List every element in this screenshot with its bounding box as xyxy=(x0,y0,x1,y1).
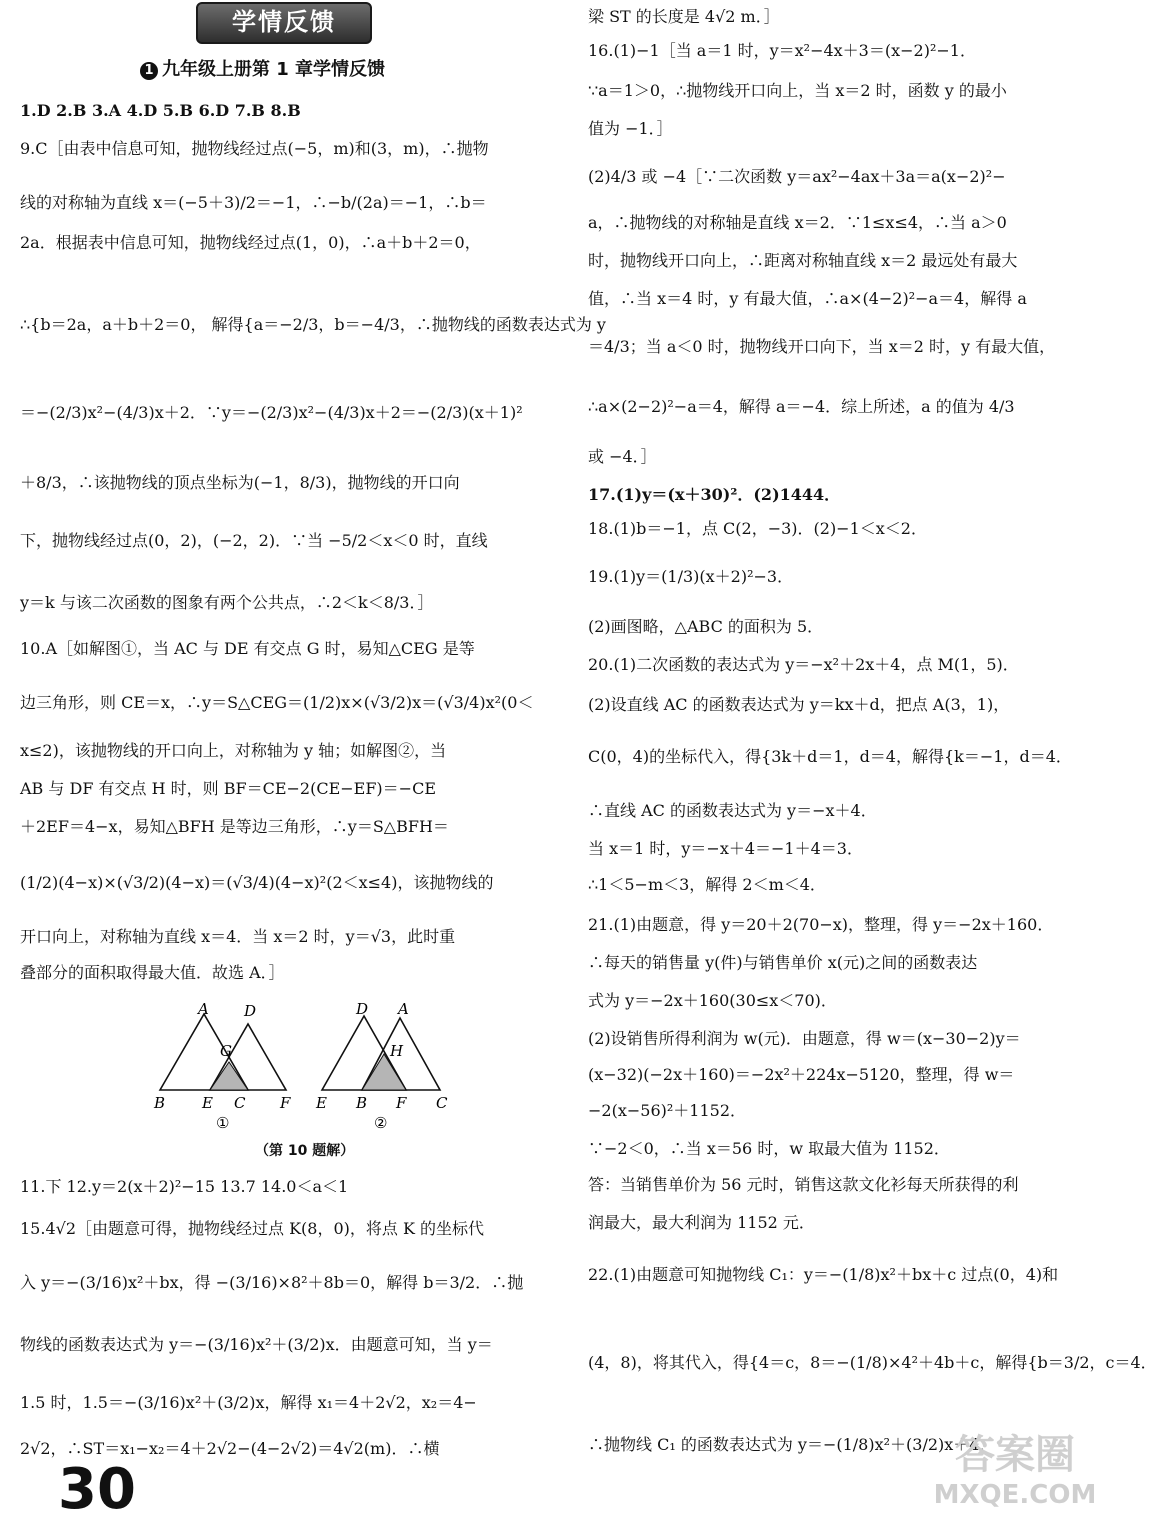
label-a2: A xyxy=(398,1000,409,1018)
answer-line: 当 x＝1 时，y＝−x＋4＝−1＋4＝3． xyxy=(588,839,863,858)
answer-line: 边三角形，则 CE＝x，∴y＝S△CEG＝(1/2)x×(√3/2)x＝(√3/4)x²(0＜ xyxy=(20,693,534,712)
label-b2: B xyxy=(356,1094,368,1112)
answer-line: (2)设销售所得利润为 w(元)．由题意，得 w＝(x−30−2)y＝ xyxy=(588,1029,1021,1048)
watermark xyxy=(930,1430,1100,1530)
label-e: E xyxy=(202,1094,213,1112)
figure-2-label: ② xyxy=(374,1114,388,1132)
answer-line: a，∴抛物线的对称轴是直线 x＝2．∵1≤x≤4，∴当 a＞0 xyxy=(588,213,1007,232)
answer-line: y＝k 与该二次函数的图象有两个公共点，∴2＜k＜8/3．］ xyxy=(20,593,434,612)
answer-line: 1.5 时，1.5＝−(3/16)x²＋(3/2)x，解得 x₁＝4＋2√2，x₂＝4− xyxy=(20,1393,477,1412)
answer-line: 下，抛物线经过点(0，2)，(−2，2)．∵当 −5/2＜x＜0 时，直线 xyxy=(20,531,488,550)
answer-line: −2(x−56)²＋1152． xyxy=(588,1101,746,1120)
label-b: B xyxy=(154,1094,166,1112)
label-e2: E xyxy=(316,1094,327,1112)
answer-line: 1.D 2.B 3.A 4.D 5.B 6.D 7.B 8.B xyxy=(20,101,301,120)
watermark-title: 答案圈 xyxy=(955,1432,1075,1478)
answer-line: (1/2)(4−x)×(√3/2)(4−x)＝(√3/4)(4−x)²(2＜x≤4)，该抛物线的 xyxy=(20,873,494,892)
chapter-heading xyxy=(140,58,460,82)
answer-line: (2)设直线 AC 的函数表达式为 y＝kx＋d，把点 A(3，1)， xyxy=(588,695,1010,714)
label-d: D xyxy=(244,1002,257,1020)
answer-line: x≤2)，该抛物线的开口向上，对称轴为 y 轴；如解图②，当 xyxy=(20,741,447,760)
answer-line: 16.(1)−1［当 a＝1 时，y＝x²−4x＋3＝(x−2)²−1． xyxy=(588,41,976,60)
heading-number: 1 xyxy=(140,62,158,80)
answer-line: 18.(1)b＝−1，点 C(2，−3)．(2)−1＜x＜2． xyxy=(588,519,927,538)
label-h: H xyxy=(390,1042,404,1060)
answer-line: 入 y＝−(3/16)x²＋bx，得 −(3/16)×8²＋8b＝0，解得 b＝3/2．∴抛 xyxy=(20,1273,524,1292)
label-g: G xyxy=(220,1042,232,1060)
answer-line: 物线的函数表达式为 y＝−(3/16)x²＋(3/2)x．由题意可知，当 y＝ xyxy=(20,1335,493,1354)
answer-line: 值，∴当 x＝4 时，y 有最大值，∴a×(4−2)²−a＝4，解得 a xyxy=(588,289,1027,308)
figure-1-label: ① xyxy=(216,1114,230,1132)
answer-line: 叠部分的面积取得最大值．故选 A．］ xyxy=(20,963,285,982)
answer-line: C(0，4)的坐标代入，得{3k＋d＝1，d＝4，解得{k＝−1，d＝4． xyxy=(588,747,1072,766)
answer-line: 15.4√2［由题意可得，抛物线经过点 K(8，0)，将点 K 的坐标代 xyxy=(20,1219,485,1238)
answer-line: ＝4/3；当 a＜0 时，抛物线开口向下，当 x＝2 时，y 有最大值， xyxy=(588,337,1056,356)
answer-line: 9.C［由表中信息可知，抛物线经过点(−5，m)和(3，m)，∴抛物 xyxy=(20,139,489,158)
answer-line: 20.(1)二次函数的表达式为 y＝−x²＋2x＋4，点 M(1，5)． xyxy=(588,655,1019,674)
answer-line: ∵a＝1＞0，∴抛物线开口向上，当 x＝2 时，函数 y 的最小 xyxy=(588,81,1007,100)
answer-line: 19.(1)y＝(1/3)(x＋2)²−3． xyxy=(588,567,794,586)
answer-line: 值为 −1．］ xyxy=(588,119,673,138)
answer-line: ＋2EF＝4−x，易知△BFH 是等边三角形，∴y＝S△BFH＝ xyxy=(20,817,449,836)
answer-line: ∴{b＝2a，a＋b＋2＝0， 解得{a＝−2/3，b＝−4/3，∴抛物线的函数表达式为 y xyxy=(20,315,606,334)
watermark-url: MXQE.COM xyxy=(933,1480,1097,1510)
answer-line: 11.下 12.y＝2(x＋2)²−15 13.7 14.0＜a＜1 xyxy=(20,1177,349,1196)
answer-line: 答：当销售单价为 56 元时，销售这款文化衫每天所获得的利 xyxy=(588,1175,1019,1194)
label-a: A xyxy=(198,1000,209,1018)
answer-line: 10.A［如解图①，当 AC 与 DE 有交点 G 时，易知△CEG 是等 xyxy=(20,639,475,658)
answer-line: 22.(1)由题意可知抛物线 C₁：y＝−(1/8)x²＋bx＋c 过点(0，4)和 xyxy=(588,1265,1059,1284)
answer-line: ＝−(2/3)x²−(4/3)x＋2．∵y＝−(2/3)x²−(4/3)x＋2＝−(2/3)(x＋1)² xyxy=(20,403,523,422)
answer-line: (2)4/3 或 −4［∵二次函数 y＝ax²−4ax＋3a＝a(x−2)²− xyxy=(588,167,1006,186)
answer-line: 润最大，最大利润为 1152 元． xyxy=(588,1213,815,1232)
section-banner: 学情反馈 xyxy=(196,2,372,44)
answer-line: 17.(1)y＝(x＋30)²．(2)1444． xyxy=(588,485,841,504)
answer-line: 开口向上，对称轴为直线 x＝4．当 x＝2 时，y＝√3，此时重 xyxy=(20,927,456,946)
overlap-shaded xyxy=(210,1062,248,1090)
answer-line: ＋8/3，∴该抛物线的顶点坐标为(−1，8/3)，抛物线的开口向 xyxy=(20,473,460,492)
answer-line: AB 与 DF 有交点 H 时，则 BF＝CE−2(CE−EF)＝−CE xyxy=(20,779,437,798)
figure-1 xyxy=(153,1000,291,1132)
label-c: C xyxy=(234,1094,246,1112)
label-f: F xyxy=(280,1094,291,1112)
answer-line: ∴直线 AC 的函数表达式为 y＝−x＋4． xyxy=(588,801,877,820)
answer-line: 2√2，∴ST＝x₁−x₂＝4＋2√2−(4−2√2)＝4√2(m)．∴横 xyxy=(20,1439,440,1458)
figure-caption: （第 10 题解） xyxy=(255,1143,355,1159)
answer-line: (x−32)(−2x＋160)＝−2x²＋224x−5120，整理，得 w＝ xyxy=(588,1065,1015,1084)
page-number: 30 xyxy=(58,1457,136,1522)
answer-line: 时，抛物线开口向上，∴距离对称轴直线 x＝2 最远处有最大 xyxy=(588,251,1018,270)
answer-line: 或 −4．］ xyxy=(588,447,657,466)
q10-figure xyxy=(150,1000,470,1140)
answer-line: ∵−2＜0，∴当 x＝56 时，w 取最大值为 1152． xyxy=(588,1139,950,1158)
answer-line: 梁 ST 的长度是 4√2 m．］ xyxy=(588,7,780,26)
figure-2 xyxy=(315,1000,448,1132)
answer-line: ∴a×(2−2)²−a＝4，解得 a＝−4．综上所述，a 的值为 4/3 xyxy=(588,397,1015,416)
answer-line: 线的对称轴为直线 x＝(−5＋3)/2＝−1，∴−b/(2a)＝−1，∴b＝ xyxy=(20,193,487,212)
heading-title: 九年级上册第 1 章学情反馈 xyxy=(162,59,386,80)
answer-line: 2a．根据表中信息可知，抛物线经过点(1，0)，∴a＋b＋2＝0， xyxy=(20,233,481,252)
label-f2: F xyxy=(396,1094,407,1112)
answer-line: (2)画图略，△ABC 的面积为 5． xyxy=(588,617,824,636)
answer-line: ∴1＜5−m＜3，解得 2＜m＜4． xyxy=(588,875,826,894)
answer-line: (4，8)，将其代入，得{4＝c，8＝−(1/8)×4²＋4b＋c，解得{b＝3/2，c＝4． xyxy=(588,1353,1157,1372)
answer-line: 21.(1)由题意，得 y＝20＋2(70−x)，整理，得 y＝−2x＋160． xyxy=(588,915,1054,934)
answer-line: ∴每天的销售量 y(件)与销售单价 x(元)之间的函数表达 xyxy=(588,953,978,972)
answer-line: 式为 y＝−2x＋160(30≤x＜70)． xyxy=(588,991,837,1010)
label-c2: C xyxy=(436,1094,448,1112)
label-d2: D xyxy=(356,1000,369,1018)
answer-line: ∴抛物线 C₁ 的函数表达式为 y＝−(1/8)x²＋(3/2)x＋4． xyxy=(588,1435,996,1454)
